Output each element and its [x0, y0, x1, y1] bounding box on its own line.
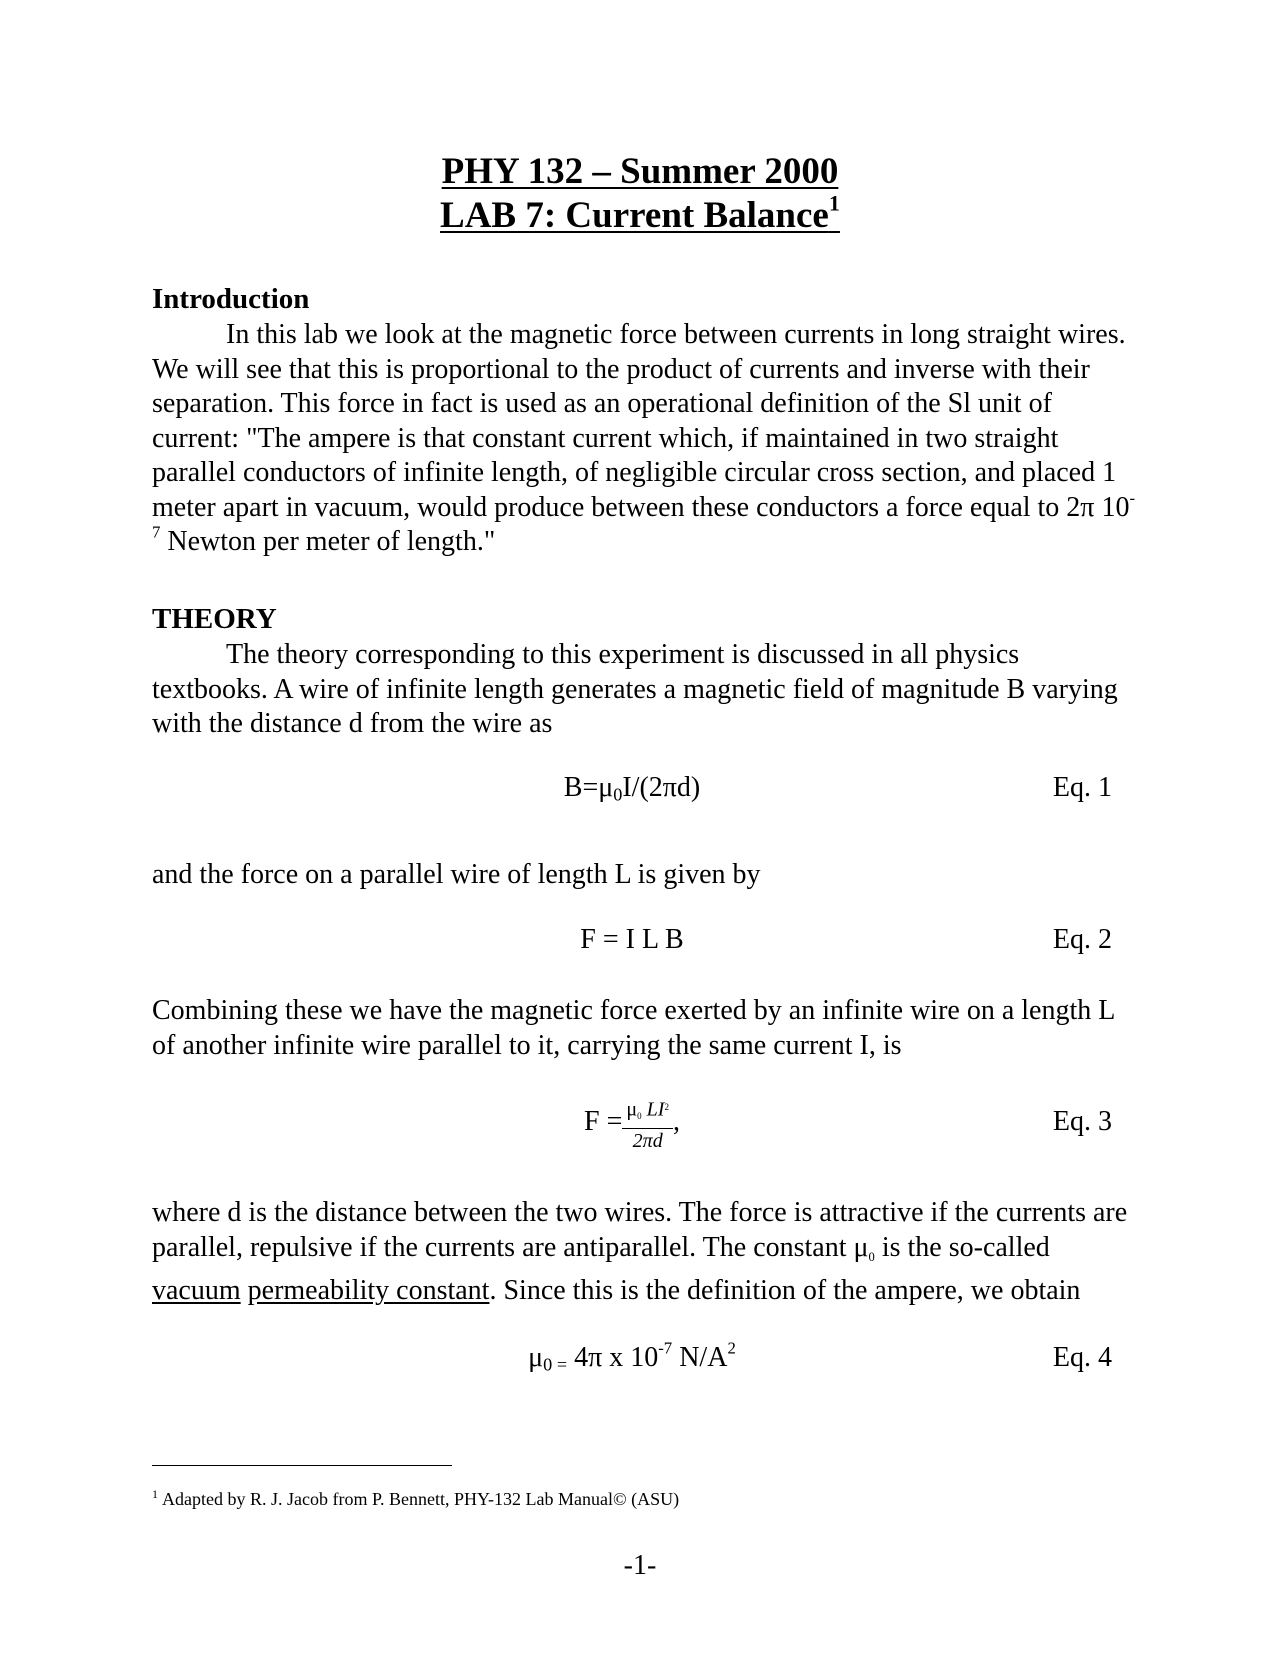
- equation-3-fraction: $\frac{\mu 0 LI^2}{2\pi d}$: [622, 1095, 673, 1153]
- equation-2-formula: F = I L B: [580, 924, 684, 955]
- equation-2-label: Eq. 2: [1052, 924, 1112, 955]
- footnote: $^1$ Adapted by R. J. Jacob from P. Bennett, PHY-132 Lab Manual© (ASU): [152, 1487, 680, 1509]
- theory-heading: THEORY: [152, 603, 277, 635]
- text-after-eq2: Combining these we have the magnetic force exerted by an infinite wire on a length L of another infinite wire parallel to it, carrying the same current I, is: [152, 995, 1115, 1061]
- equation-4-label: Eq. 4: [1052, 1342, 1112, 1373]
- document-title: [0, 150, 1280, 238]
- introduction-paragraph: In this lab we look at the magnetic force between currents in long straight wires. We will see that this is proportional to the product of currents and inverse with their separation. This force in fact is used as an operational definition of the Sl unit of current: "The ampere is that constant current which, if maintained in two straight parallel conductors of infinite length, of negligible circular cross section, and placed 1 meter apart in vacuum, would produce between these conductors a force equal to 2π $10^{-7}$ Newton per meter of length.": [152, 319, 1136, 557]
- theory-paragraph: The theory corresponding to this experiment is discussed in all physics textbooks. A wire of infinite length generates a magnetic field of magnitude B varying with the distance d from the wire as: [152, 639, 1118, 739]
- vacuum-term: vacuum: [152, 1275, 241, 1307]
- equation-1-label: Eq. 1: [1052, 772, 1112, 803]
- permeability-term: permeability constant: [247, 1275, 490, 1307]
- text-after-eq1: and the force on a parallel wire of length L is given by: [152, 859, 761, 890]
- footnote-divider: [152, 1465, 452, 1466]
- equation-3-formula: F = $\frac{\mu 0 LI^2}{2\pi d}$ ,: [152, 1092, 1112, 1153]
- equation-4-formula: $\mu_{0 =}$ 4π x $10^{-7}$ $N/A^2$: [528, 1338, 736, 1375]
- equation-3: [152, 1092, 1112, 1152]
- equation-1-formula: $B=\mu_0I/(2\pi d)$: [563, 772, 701, 805]
- equation-4: [152, 1338, 1112, 1388]
- title-footnote-ref: 1: [828, 190, 840, 216]
- introduction-heading: Introduction: [152, 283, 310, 315]
- text-after-eq3: where d is the distance between the two wires. The force is attractive if the currents are parallel, repulsive if the currents are antiparallel. The constant μ0 is the so-called vacuum permeability constant. Since this is the definition of the ampere, we obtain: [152, 1197, 1128, 1307]
- page-number: -1-: [623, 1550, 657, 1581]
- title-lab: LAB 7: Current Balance$^1$: [440, 190, 840, 236]
- title-course: PHY 132 – Summer 2000: [441, 151, 839, 192]
- equation-1: [152, 768, 1112, 818]
- equation-3-label: Eq. 3: [1052, 1106, 1112, 1137]
- equation-2: [152, 920, 1112, 970]
